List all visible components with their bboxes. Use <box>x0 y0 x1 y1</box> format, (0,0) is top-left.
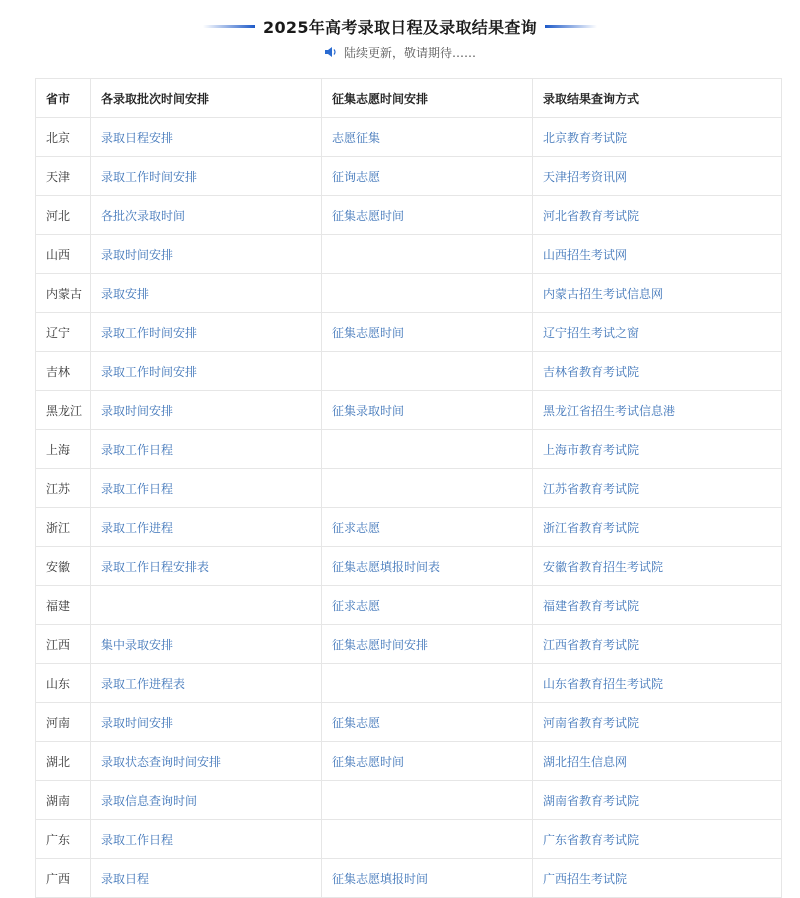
query-link[interactable]: 江苏省教育考试院 <box>543 481 640 496</box>
schedule-cell <box>91 703 322 742</box>
table-row <box>36 391 782 430</box>
table-header-row <box>36 79 782 118</box>
table-row <box>36 118 782 157</box>
solicit-cell <box>322 547 533 586</box>
query-cell <box>533 703 782 742</box>
table-row <box>36 508 782 547</box>
table-row <box>36 820 782 859</box>
column-header-query: 录取结果查询方式 <box>533 79 782 118</box>
schedule-link[interactable]: 录取时间安排 <box>101 247 174 262</box>
query-cell <box>533 352 782 391</box>
table-row <box>36 196 782 235</box>
schedule-cell <box>91 781 322 820</box>
schedule-link[interactable]: 录取工作日程 <box>101 442 174 457</box>
schedule-cell <box>91 820 322 859</box>
query-cell <box>533 742 782 781</box>
query-link[interactable]: 天津招考资讯网 <box>543 169 628 184</box>
title-row <box>0 14 800 38</box>
schedule-link[interactable]: 录取信息查询时间 <box>101 793 198 808</box>
solicit-cell <box>322 157 533 196</box>
schedule-link[interactable]: 录取状态查询时间安排 <box>101 754 222 769</box>
solicit-cell <box>322 586 533 625</box>
schedule-link[interactable]: 录取安排 <box>101 286 150 301</box>
table-row <box>36 430 782 469</box>
query-link[interactable]: 山西招生考试网 <box>543 247 628 262</box>
schedule-link[interactable]: 集中录取安排 <box>101 637 174 652</box>
query-cell <box>533 391 782 430</box>
schedule-cell <box>91 742 322 781</box>
schedule-link[interactable]: 录取工作日程安排表 <box>101 559 210 574</box>
province-cell: 江西 <box>36 625 91 664</box>
query-link[interactable]: 河南省教育考试院 <box>543 715 640 730</box>
page-title: 2025年高考录取日程及录取结果查询 <box>263 17 537 37</box>
query-cell <box>533 664 782 703</box>
title-decor-left <box>203 25 255 28</box>
query-cell <box>533 118 782 157</box>
schedule-cell <box>91 391 322 430</box>
table-row <box>36 742 782 781</box>
title-decor-right <box>545 25 597 28</box>
query-link[interactable]: 湖南省教育考试院 <box>543 793 640 808</box>
province-cell: 吉林 <box>36 352 91 391</box>
solicit-link[interactable]: 志愿征集 <box>332 130 381 145</box>
table-row <box>36 274 782 313</box>
schedule-cell <box>91 313 322 352</box>
query-cell <box>533 625 782 664</box>
table-row <box>36 469 782 508</box>
column-header-province: 省市 <box>36 79 91 118</box>
solicit-link[interactable]: 征求志愿 <box>332 520 381 535</box>
solicit-cell <box>322 508 533 547</box>
solicit-link[interactable]: 征集志愿 <box>332 715 381 730</box>
table-row <box>36 781 782 820</box>
schedule-cell <box>91 508 322 547</box>
table-row <box>36 352 782 391</box>
solicit-cell <box>322 820 533 859</box>
admission-table <box>35 78 782 898</box>
schedule-cell <box>91 352 322 391</box>
query-cell <box>533 859 782 898</box>
page-header <box>0 0 800 78</box>
province-cell: 广西 <box>36 859 91 898</box>
solicit-cell <box>322 781 533 820</box>
table-row <box>36 664 782 703</box>
query-cell <box>533 235 782 274</box>
query-cell <box>533 196 782 235</box>
solicit-link[interactable]: 征求志愿 <box>332 598 381 613</box>
province-cell: 天津 <box>36 157 91 196</box>
table-body <box>36 118 782 898</box>
schedule-cell <box>91 625 322 664</box>
query-cell <box>533 157 782 196</box>
province-cell: 湖北 <box>36 742 91 781</box>
schedule-link[interactable]: 录取工作时间安排 <box>101 169 198 184</box>
schedule-cell <box>91 664 322 703</box>
table-row <box>36 235 782 274</box>
province-cell: 河北 <box>36 196 91 235</box>
query-link[interactable]: 内蒙古招生考试信息网 <box>543 286 664 301</box>
schedule-cell <box>91 469 322 508</box>
province-cell: 河南 <box>36 703 91 742</box>
query-link[interactable]: 山东省教育招生考试院 <box>543 676 664 691</box>
schedule-cell <box>91 430 322 469</box>
solicit-link[interactable]: 征集志愿填报时间表 <box>332 559 441 574</box>
province-cell: 江苏 <box>36 469 91 508</box>
solicit-cell <box>322 703 533 742</box>
table-row <box>36 625 782 664</box>
solicit-cell <box>322 859 533 898</box>
schedule-link[interactable]: 录取工作日程 <box>101 832 174 847</box>
province-cell: 安徽 <box>36 547 91 586</box>
query-link[interactable]: 黑龙江省招生考试信息港 <box>543 403 676 418</box>
province-cell: 山东 <box>36 664 91 703</box>
schedule-cell <box>91 118 322 157</box>
solicit-link[interactable]: 征集志愿填报时间 <box>332 871 429 886</box>
solicit-cell <box>322 664 533 703</box>
update-notice <box>0 43 800 61</box>
query-link[interactable]: 辽宁招生考试之窗 <box>543 325 640 340</box>
solicit-cell <box>322 313 533 352</box>
province-cell: 山西 <box>36 235 91 274</box>
query-link[interactable]: 吉林省教育考试院 <box>543 364 640 379</box>
schedule-cell <box>91 547 322 586</box>
province-cell: 福建 <box>36 586 91 625</box>
schedule-link[interactable]: 各批次录取时间 <box>101 208 186 223</box>
schedule-link[interactable]: 录取工作时间安排 <box>101 325 198 340</box>
province-cell: 内蒙古 <box>36 274 91 313</box>
schedule-link[interactable]: 录取工作日程 <box>101 481 174 496</box>
province-cell: 湖南 <box>36 781 91 820</box>
schedule-cell <box>91 859 322 898</box>
query-cell <box>533 586 782 625</box>
solicit-cell <box>322 391 533 430</box>
solicit-link[interactable]: 征集志愿时间 <box>332 208 405 223</box>
solicit-link[interactable]: 征集录取时间 <box>332 403 405 418</box>
table-row <box>36 586 782 625</box>
schedule-link[interactable]: 录取日程安排 <box>101 130 174 145</box>
query-link[interactable]: 福建省教育考试院 <box>543 598 640 613</box>
query-link[interactable]: 浙江省教育考试院 <box>543 520 640 535</box>
solicit-cell <box>322 742 533 781</box>
schedule-link[interactable]: 录取工作进程表 <box>101 676 186 691</box>
solicit-cell <box>322 469 533 508</box>
query-cell <box>533 430 782 469</box>
query-link[interactable]: 湖北招生信息网 <box>543 754 628 769</box>
solicit-cell <box>322 196 533 235</box>
table-row <box>36 313 782 352</box>
table-row <box>36 157 782 196</box>
schedule-link[interactable]: 录取工作进程 <box>101 520 174 535</box>
query-cell <box>533 508 782 547</box>
solicit-cell <box>322 235 533 274</box>
schedule-link[interactable]: 录取时间安排 <box>101 403 174 418</box>
solicit-cell <box>322 625 533 664</box>
notice-text: 陆续更新，敬请期待…… <box>343 45 476 60</box>
query-link[interactable]: 江西省教育考试院 <box>543 637 640 652</box>
province-cell: 浙江 <box>36 508 91 547</box>
column-header-schedule: 各录取批次时间安排 <box>91 79 322 118</box>
solicit-cell <box>322 118 533 157</box>
query-link[interactable]: 广西招生考试院 <box>543 871 628 886</box>
schedule-cell <box>91 274 322 313</box>
query-link[interactable]: 上海市教育考试院 <box>543 442 640 457</box>
schedule-cell <box>91 196 322 235</box>
query-link[interactable]: 北京教育考试院 <box>543 130 628 145</box>
query-link[interactable]: 广东省教育考试院 <box>543 832 640 847</box>
table-row <box>36 547 782 586</box>
query-cell <box>533 781 782 820</box>
province-cell: 北京 <box>36 118 91 157</box>
query-cell <box>533 469 782 508</box>
province-cell: 广东 <box>36 820 91 859</box>
query-link[interactable]: 安徽省教育招生考试院 <box>543 559 664 574</box>
province-cell: 辽宁 <box>36 313 91 352</box>
schedule-cell <box>91 235 322 274</box>
query-cell <box>533 313 782 352</box>
solicit-link[interactable]: 征集志愿时间 <box>332 325 405 340</box>
solicit-cell <box>322 352 533 391</box>
table-row <box>36 703 782 742</box>
schedule-link[interactable]: 录取日程 <box>101 871 150 886</box>
solicit-link[interactable]: 征集志愿时间 <box>332 754 405 769</box>
query-cell <box>533 820 782 859</box>
query-link[interactable]: 河北省教育考试院 <box>543 208 640 223</box>
column-header-solicit: 征集志愿时间安排 <box>322 79 533 118</box>
solicit-link[interactable]: 征询志愿 <box>332 169 381 184</box>
schedule-link[interactable]: 录取时间安排 <box>101 715 174 730</box>
query-cell <box>533 274 782 313</box>
query-cell <box>533 547 782 586</box>
solicit-cell <box>322 430 533 469</box>
schedule-link[interactable]: 录取工作时间安排 <box>101 364 198 379</box>
solicit-link[interactable]: 征集志愿时间安排 <box>332 637 429 652</box>
solicit-cell <box>322 274 533 313</box>
province-cell: 上海 <box>36 430 91 469</box>
table-row <box>36 859 782 898</box>
speaker-icon <box>324 46 338 58</box>
province-cell: 黑龙江 <box>36 391 91 430</box>
schedule-cell <box>91 157 322 196</box>
schedule-cell <box>91 586 322 625</box>
